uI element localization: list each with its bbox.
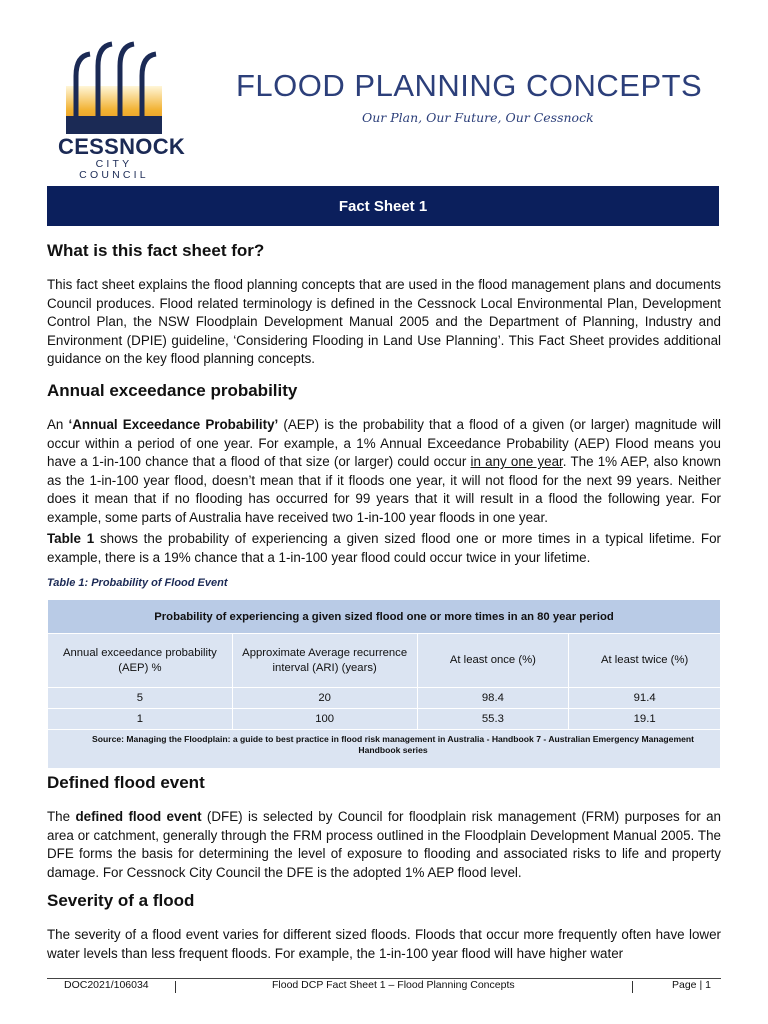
fact-sheet-banner: Fact Sheet 1 [47,186,719,226]
emphasis-any-one-year: in any one year [470,454,563,469]
column-header: At least twice (%) [569,634,721,688]
text-run: An [47,417,69,432]
heading-fact-sheet-purpose: What is this fact sheet for? [47,241,265,260]
table-caption: Table 1: Probability of Flood Event [47,577,228,589]
heading-annual-exceedance-probability: Annual exceedance probability [47,381,298,400]
table-cell: 55.3 [417,709,569,730]
footer-separator [632,981,633,993]
text-run: (AEP) is the probability that a flood of a given (or larger) magnitude will occur within a period of one year. For example, a 1% Annual Exceedance Probability (AEP) Flood means you have a 1-in-100 chance that a flood of that size (or larger) could occur [47,417,721,469]
column-header: Annual exceedance probability (AEP) % [48,634,233,688]
table-row [48,709,721,730]
footer-separator [175,981,176,993]
table-cell: 100 [232,709,417,730]
text-run: (DFE) is selected by Council for floodplain risk management (FRM) purposes for an area or catchment, generally through the FRM process outlined in the Floodplain Development Manual 2005. The DFE forms the basis for determining the level of exposure to flooding and associated risks to life and property damage. For Cessnock City Council the DFE is the adopted 1% AEP flood level. [47,809,721,880]
tagline: Our Plan, Our Future, Our Cessnock [362,110,594,125]
text-run: shows the probability of experiencing a given sized flood one or more times in a typical lifetime. For example, there is a 19% chance that a 1-in-100 year flood could occur twice in your lifetime. [47,531,721,565]
table-header-row [48,634,721,688]
term-aep: ‘Annual Exceedance Probability’ [68,417,279,432]
logo-name: CESSNOCK [58,134,186,159]
footer-doc-title: Flood DCP Fact Sheet 1 – Flood Planning Concepts [272,979,515,991]
table-cell: 19.1 [569,709,721,730]
heading-defined-flood-event: Defined flood event [47,773,205,792]
paragraph-defined-flood-event [47,808,721,882]
text-run: The [47,809,76,824]
page-title: FLOOD PLANNING CONCEPTS [236,68,703,103]
table-cell: 20 [232,688,417,709]
heading-severity-of-flood: Severity of a flood [47,891,195,910]
logo-arches-icon [58,40,170,136]
table-cell: 91.4 [569,688,721,709]
paragraph-table-intro [47,530,721,567]
table-reference: Table 1 [47,531,95,546]
table-cell: 1 [48,709,233,730]
text-run: . The 1% AEP, also known as the 1-in-100 year flood, doesn’t mean that if it floods one year, it will not flood for the next 99 years. Neither does it mean that if no flooding has occurred for 99 years that it will result in a flood the following year. For example, some parts of Australia have received two 1-in-100 year floods in one year. [47,454,721,525]
column-header: Approximate Average recurrence interval (ARI) (years) [232,634,417,688]
table-row [48,688,721,709]
footer-doc-number: DOC2021/106034 [64,979,149,991]
paragraph-aep-definition [47,416,721,527]
table-title: Probability of experiencing a given sized flood one or more times in an 80 year period [48,600,721,634]
column-header: At least once (%) [417,634,569,688]
table-cell: 5 [48,688,233,709]
term-dfe: defined flood event [75,809,202,824]
page-header [0,0,768,180]
table-source-row [48,730,721,769]
table-cell: 98.4 [417,688,569,709]
paragraph-fact-sheet-purpose: This fact sheet explains the flood planning concepts that are used in the flood management plans and documents Council produces. Flood related terminology is defined in the Cessnock Local Environmental Plan, Development Control Plan, the NSW Floodplain Development Manual 2005 and the Department of Planning, Industry and Environment (DPIE) guideline, ‘Considering Flooding in Land Use Planning’. This Fact Sheet provides additional guidance on the key flood planning concepts. [47,277,721,366]
logo-subtitle: CITY COUNCIL [79,158,149,181]
cessnock-logo [58,40,186,181]
paragraph-severity-of-flood: The severity of a flood event varies for different sized floods. Floods that occur more frequently often have lower water levels than less frequent floods. For example, the 1-in-100 year flood will have higher water [47,927,721,961]
table-source: Source: Managing the Floodplain: a guide to best practice in flood risk management in Australia - Handbook 7 - Australian Emergency Management Handbook series [48,730,721,769]
flood-probability-table [47,599,721,769]
table-title-row [48,600,721,634]
footer-page-number: Page | 1 [672,979,711,991]
